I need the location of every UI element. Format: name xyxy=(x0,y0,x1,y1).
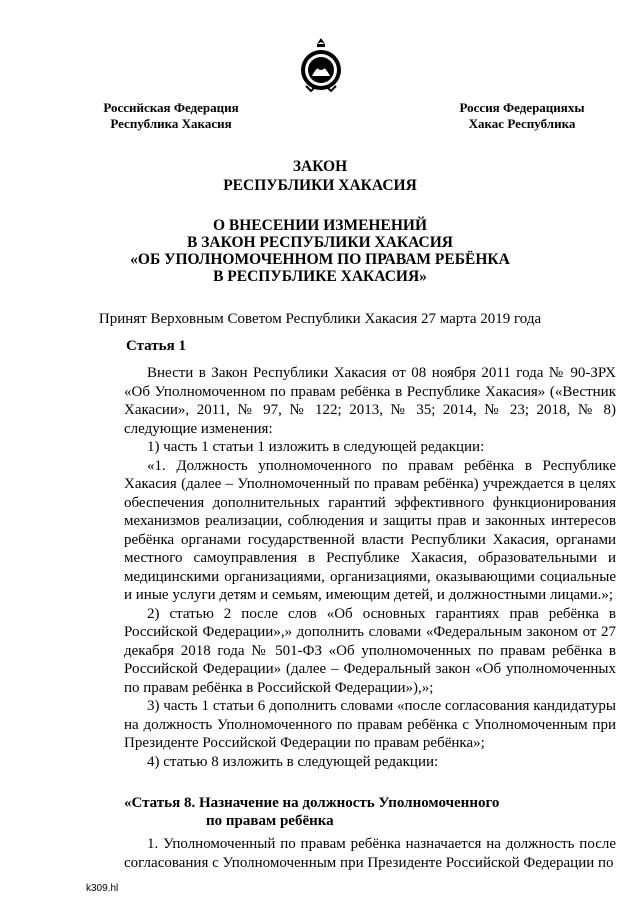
article8-paragraph-1: 1. Уполномоченный по правам ребёнка назначается на должность после согласования с Уполномоченным при Президенте Российской Федерации по xyxy=(124,836,616,871)
amendment-item-4: 4) статью 8 изложить в следующей редакции: xyxy=(147,753,439,770)
article8-body xyxy=(124,835,616,872)
article1-body xyxy=(124,364,616,771)
article8-heading xyxy=(124,795,564,830)
header-left-country: Российская Федерация xyxy=(103,100,239,115)
doc-region-title: РЕСПУБЛИКИ ХАКАСИЯ xyxy=(223,177,417,194)
article8-heading-line2: по правам ребёнка xyxy=(206,812,334,829)
subject-line: В ЗАКОН РЕСПУБЛИКИ ХАКАСИЯ xyxy=(187,234,453,251)
subject-line: «ОБ УПОЛНОМОЧЕННОМ ПО ПРАВАМ РЕБЁНКА xyxy=(130,251,510,268)
amendment-item-3: 3) часть 1 статьи 6 дополнить словами «после согласования кандидатуры на должность Уполномоченного по правам ребёнка с Уполномоченным при Президенте Российской Федерации по правам ребёнка»; xyxy=(124,698,616,751)
amendment-item-2: 2) статью 2 после слов «Об основных гарантиях прав ребёнка в Российской Федерации»,» дополнить словами «Федеральным законом от 27 декабря 2018 года № 501-ФЗ «Об уполномоченных по правам ребёнка в Российской Федерации» (далее – Федеральный закон «Об уполномоченных по правам ребёнка в Российской Федерации»),»; xyxy=(124,605,616,696)
law-subject-title xyxy=(0,217,640,285)
article1-intro: Внести в Закон Республики Хакасия от 08 ноября 2011 года № 90-ЗРХ «Об Уполномоченном по правам ребёнка в Республике Хакасия» («Вестник Хакасии», 2011, № 97, № 122; 2013, № 35; 2014, № 23; 2018, № 8) следующие изменения: xyxy=(124,365,616,437)
article8-heading-line1: «Статья 8. Назначение на должность Уполномоченного xyxy=(124,795,500,811)
amendment-item-1: 1) часть 1 статьи 1 изложить в следующей редакции: xyxy=(147,439,485,455)
khakassia-coat-of-arms-icon xyxy=(298,36,344,96)
subject-line: В РЕСПУБЛИКЕ ХАКАСИЯ» xyxy=(213,268,427,285)
adoption-statement: Принят Верховным Советом Республики Хакасия 27 марта 2019 года xyxy=(98,311,542,327)
footer-code: k309.hl xyxy=(86,883,119,894)
article1-heading: Статья 1 xyxy=(126,338,186,354)
doc-type-title: ЗАКОН xyxy=(292,158,348,175)
amendment-item-1-text: «1. Должность уполномоченного по правам ребёнка в Республике Хакасия (далее – Уполномоченный по правам ребёнка) учреждается в целях обеспечения дополнительных гарантий эффективного функционирования механизмов реализации, соблюдения и защиты прав и законных интересов ребёнка органами государственной власти Республики Хакасия, органами местного самоуправления в Республике Хакасия, образовательными и медицинскими организациями, организациями, оказывающими социальные и иные услуги детям и семьям, имеющим детей, и должностными лицами.»; xyxy=(124,457,616,603)
header-left xyxy=(86,100,256,132)
header-left-republic: Республика Хакасия xyxy=(110,116,232,131)
header-right-country: Россия Федерацияхы xyxy=(459,100,585,115)
header-right-republic: Хакас Республика xyxy=(468,116,576,131)
header-right xyxy=(447,100,597,132)
subject-line: О ВНЕСЕНИИ ИЗМЕНЕНИЙ xyxy=(212,217,427,234)
